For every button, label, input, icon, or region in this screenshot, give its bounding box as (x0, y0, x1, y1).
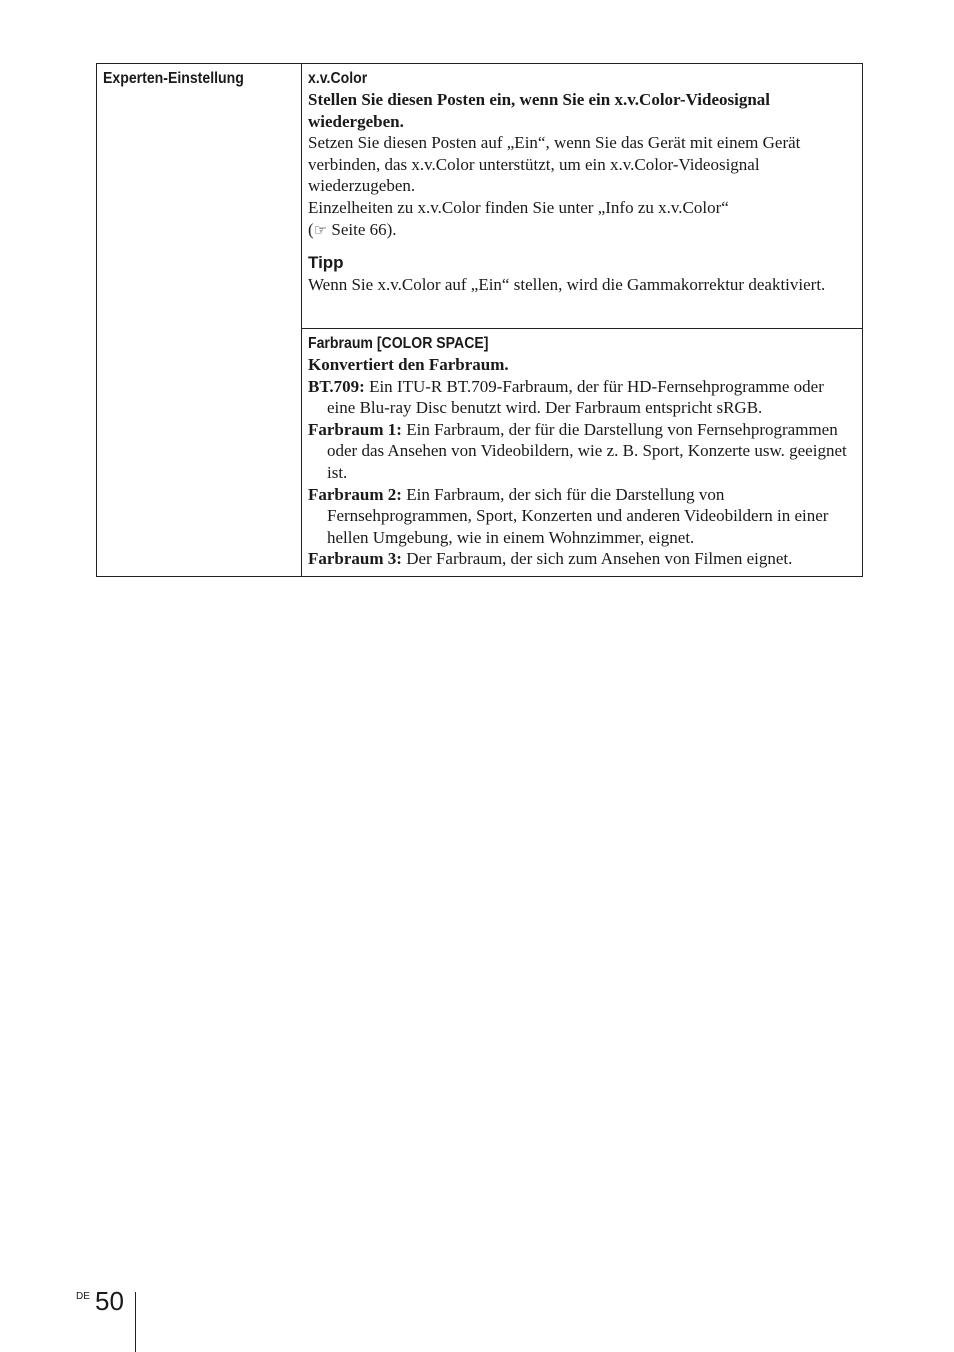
xvcolor-title: x.v.Color (308, 70, 368, 87)
category-label-cell (97, 64, 302, 577)
xvcolor-body-2: Einzelheiten zu x.v.Color finden Sie unter „Info zu x.v.Color“ (☞ Seite 66). (308, 197, 729, 239)
option-farbraum-3: Farbraum 3: Der Farbraum, der sich zum Ansehen von Filmen eignet. (308, 549, 793, 569)
page-reference-icon: ☞ (313, 222, 328, 239)
tip-text: Wenn Sie x.v.Color auf „Ein“ stellen, wird die Gammakorrektur deaktiviert. (308, 275, 826, 295)
category-label: Experten-Einstellung (103, 70, 244, 87)
colorspace-cell (302, 329, 863, 577)
option-farbraum-2: Farbraum 2: Ein Farbraum, der sich für die Darstellung von Fernsehprogrammen, Sport, Konzerten und anderen Videobildern in einer hellen Umgebung, wie in einem Wohnzimmer, eignet. (308, 484, 829, 547)
page-number: 50 (95, 1286, 124, 1316)
table-row (97, 64, 863, 329)
option-farbraum-1: Farbraum 1: Ein Farbraum, der für die Darstellung von Fernsehprogrammen oder das Ansehen von Videobildern, wie z. B. Sport, Konzerte usw. geeignet ist. (308, 419, 847, 482)
tip-heading: Tipp (308, 253, 344, 273)
xvcolor-cell (302, 64, 863, 329)
xvcolor-body-1: Setzen Sie diesen Posten auf „Ein“, wenn Sie das Gerät mit einem Gerät verbinden, das x.v.Color unterstützt, um ein x.v.Color-Videosignal wiederzugeben. (308, 133, 801, 196)
settings-table (96, 63, 863, 577)
option-bt709: BT.709: Ein ITU-R BT.709-Farbraum, der für HD-Fernsehprogramme oder eine Blu-ray Disc benutzt wird. Der Farbraum entspricht sRGB. (308, 376, 824, 418)
language-code: DE (76, 1291, 90, 1302)
colorspace-summary: Konvertiert den Farbraum. (308, 355, 509, 374)
xvcolor-summary: Stellen Sie diesen Posten ein, wenn Sie ein x.v.Color-Videosignal wiedergeben. (308, 90, 771, 131)
footer-divider (135, 1292, 136, 1352)
colorspace-title: Farbraum [COLOR SPACE] (308, 335, 489, 352)
